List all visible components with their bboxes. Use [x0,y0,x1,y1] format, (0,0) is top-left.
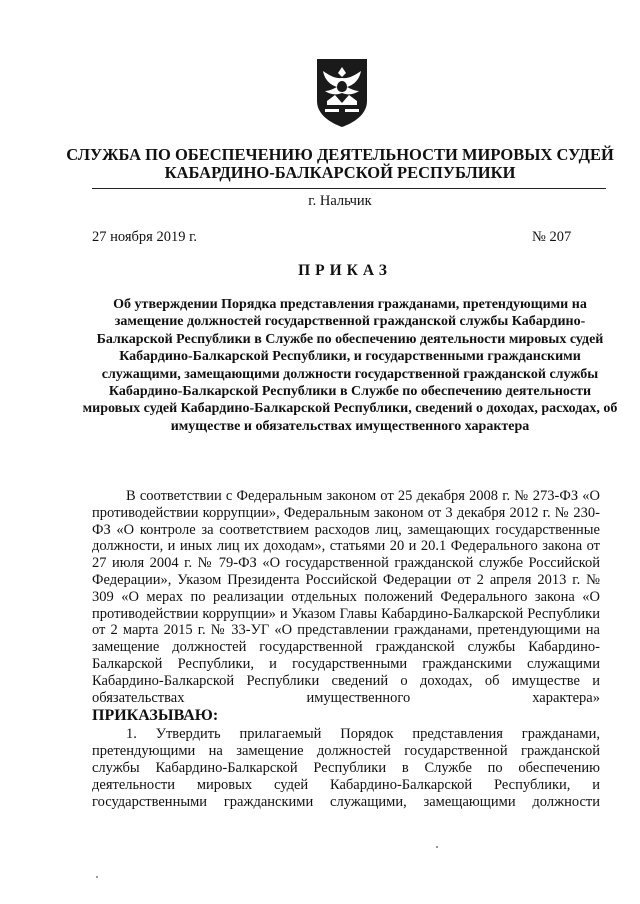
order-number: № 207 [532,229,572,245]
scan-speck [96,876,98,878]
organization-name-line2: КАБАРДИНО-БАЛКАРСКОЙ РЕСПУБЛИКИ [164,163,516,182]
organization-name [60,146,620,182]
organization-name-line1: СЛУЖБА ПО ОБЕСПЕЧЕНИЮ ДЕЯТЕЛЬНОСТИ МИРОВЫХ СУДЕЙ [66,145,614,164]
header-divider [92,188,606,189]
coat-of-arms-emblem [313,57,371,129]
decree-word: ПРИКАЗЫВАЮ: [92,707,219,725]
document-body [92,488,600,810]
order-subject: Об утверждении Порядка представления гражданами, претендующими на замещение должностей государственной гражданской службы Кабардино-Балкарской Республики в Службе по обеспечению деятельности мировых судей Кабардино-Балкарской Республики, и государственными гражданскими служащими, замещающими должности государственной гражданской службы Кабардино-Балкарской Республики в Службе по обеспечению деятельности мировых судей Кабардино-Балкарской Республики, сведений о доходах, расходах, об имуществе и обязательствах имущественного характера [82,297,618,434]
document-heading: ПРИКАЗ [298,262,392,279]
city: г. Нальчик [308,193,372,209]
item-1-paragraph: 1. Утвердить прилагаемый Порядок представления гражданами, претендующими на замещение должностей государственной гражданской службы Кабардино-Балкарской Республики в Службе по обеспечению деятельности мировых судей Кабардино-Балкарской Республики, и государственными гражданскими служащими, замещающими должности [92,726,600,810]
scan-speck [436,846,438,848]
order-date: 27 ноября 2019 г. [92,229,198,245]
preamble-paragraph: В соответствии с Федеральным законом от 25 декабря 2008 г. № 273-ФЗ «О противодействии коррупции», Федеральным законом от 3 декабря 2012 г. № 230-ФЗ «О контроле за соответствием расходов лиц, замещающих государственные должности, и иных лиц их доходам», статьями 20 и 20.1 Федерального закона от 27 июля 2004 г. № 79-ФЗ «О государственной гражданской службе Российской Федерации», Указом Президента Российской Федерации от 2 апреля 2013 г. № 309 «О мерах по реализации отдельных положений Федерального закона «О противодействии коррупции» и Указом Главы Кабардино-Балкарской Республики от 2 марта 2015 г. № 33-УГ «О представлении гражданами, претендующими на замещение должностей государственной гражданской службы Кабардино-Балкарской Республики, и государственными гражданскими служащими Кабардино-Балкарской Республики сведений о доходах, об имуществе и обязательствах имущественного характера» [92,488,600,706]
